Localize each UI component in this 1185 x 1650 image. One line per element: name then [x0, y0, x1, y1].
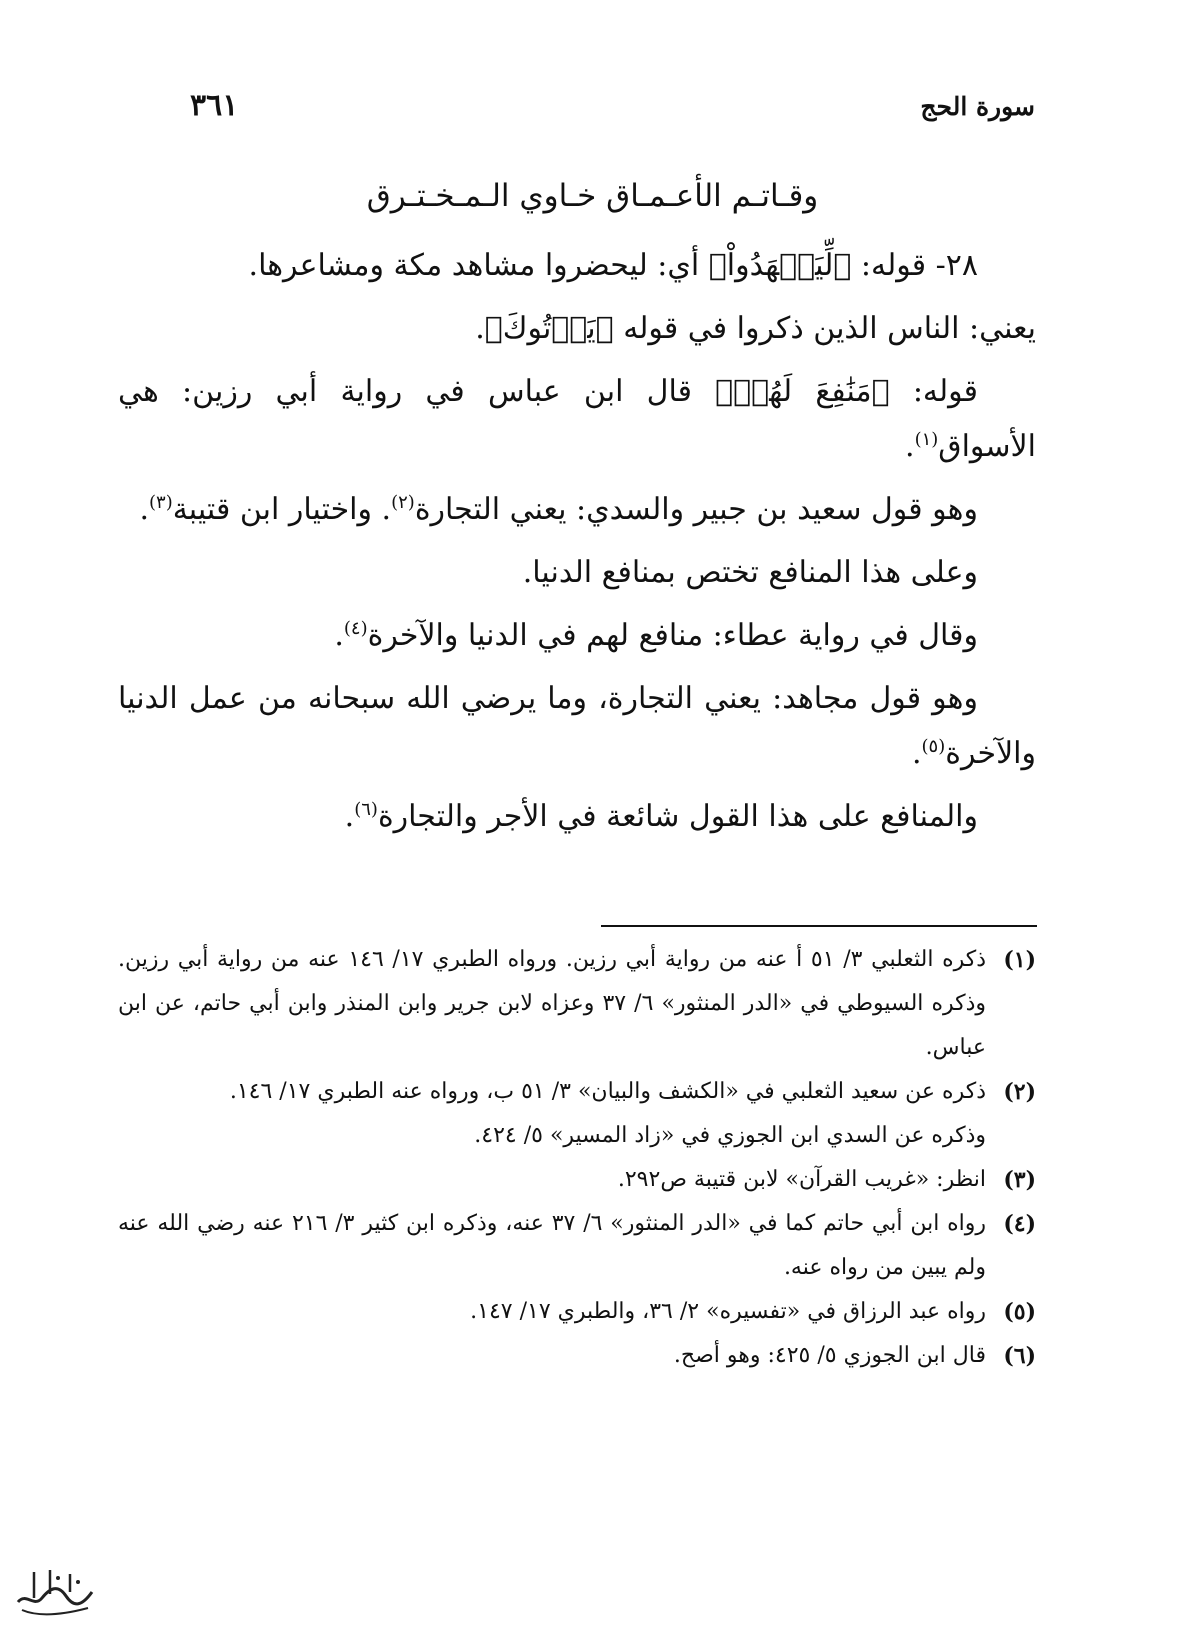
footnote-number: (٣) [1003, 1167, 1036, 1193]
footnote-ref[interactable]: (٣) [148, 492, 173, 513]
surah-title: سورة الحج [920, 92, 1035, 121]
footnote [118, 1202, 1036, 1290]
paragraph [118, 238, 1036, 293]
footnote [118, 1334, 1036, 1378]
paragraph [118, 301, 1036, 356]
footnote-number: (٥) [1003, 1299, 1036, 1325]
poetry-verse: وقـاتـم الأعـمـاق خـاوي الـمـخـتـرق [366, 178, 819, 214]
paragraph [118, 482, 1036, 537]
paragraph-text: . [344, 799, 355, 834]
paragraph-text: . واختيار ابن قتيبة [172, 492, 392, 527]
paragraph-text: يعني: الناس الذين ذكروا في قوله ﴿يَأۡتُوكَ﴾. [475, 311, 1036, 346]
paragraph [118, 789, 1036, 844]
footnote-text: قال ابن الجوزي ٥/ ٤٢٥: وهو أصح. [673, 1343, 986, 1368]
paragraph-text: . [905, 429, 915, 464]
paragraph [118, 671, 1036, 781]
paragraph [118, 364, 1036, 474]
footnote-divider [601, 925, 1037, 927]
footnote-text: رواه ابن أبي حاتم كما في «الدر المنثور» ٦/ ٣٧ عنه، وذكره ابن كثير ٣/ ٢١٦ عنه رضي الله عنه ولم يبين من رواه عنه. [118, 1211, 987, 1280]
paragraph-text: وهو قول مجاهد: يعني التجارة، وما يرضي الله سبحانه من عمل الدنيا والآخرة [118, 681, 1036, 771]
footnote-text: ذكره عن سعيد الثعلبي في «الكشف والبيان» ٣/ ٥١ ب، ورواه عنه الطبري ١٧/ ١٤٦. [229, 1079, 986, 1104]
footnote-ref[interactable]: (٤) [343, 618, 368, 639]
footnote-text: ذكره الثعلبي ٣/ ٥١ أ عنه من رواية أبي رزين. ورواه الطبري ١٧/ ١٤٦ عنه من رواية أبي رزين. وذكره السيوطي في «الدر المنثور» ٦/ ٣٧ وعزاه لابن جرير وابن المنذر وابن أبي حاتم، عن ابن عباس. [118, 947, 987, 1060]
footnote-ref[interactable]: (١) [914, 429, 939, 450]
paragraph-text: . [334, 618, 344, 653]
footnote-number: (٤) [1003, 1211, 1036, 1237]
paragraph-text: وعلى هذا المنافع تختص بمنافع الدنيا. [522, 555, 978, 590]
footnote-continuation: وذكره عن السدي ابن الجوزي في «زاد المسير» ٥/ ٤٢٤. [474, 1123, 986, 1148]
footnote-number: (٢) [1003, 1079, 1036, 1105]
paragraph [118, 545, 1036, 600]
main-text [118, 238, 1036, 852]
paragraph-text: . [139, 492, 149, 527]
footnote-ref[interactable]: (٥) [921, 736, 946, 757]
page-header [150, 88, 1035, 132]
footnote-number: (٦) [1003, 1343, 1036, 1369]
publisher-logo-icon [12, 1562, 98, 1620]
footnote [118, 938, 1036, 1070]
paragraph [118, 608, 1036, 663]
paragraph-text: وقال في رواية عطاء: منافع لهم في الدنيا والآخرة [367, 618, 978, 653]
page-number: ٣٦١ [190, 88, 239, 123]
footnote [118, 1070, 1036, 1114]
footnote-text: انظر: «غريب القرآن» لابن قتيبة ص٢٩٢. [617, 1167, 986, 1192]
paragraph-text: قوله: ﴿مَنَٰفِعَ لَهُمۡ﴾ قال ابن عباس في رواية أبي رزين: هي الأسواق [118, 374, 1036, 464]
footnote [118, 1158, 1036, 1202]
footnote-ref[interactable]: (٦) [354, 799, 378, 820]
paragraph-text: وهو قول سعيد بن جبير والسدي: يعني التجارة [414, 492, 978, 527]
paragraph-text: . [911, 736, 922, 771]
paragraph-text: ٢٨- قوله: ﴿لِّيَشۡهَدُواْ﴾ أي: ليحضروا مشاهد مكة ومشاعرها. [248, 248, 978, 283]
paragraph-text: والمنافع على هذا القول شائعة في الأجر والتجارة [377, 799, 978, 834]
footnote-number: (١) [1003, 947, 1036, 973]
footnote-ref[interactable]: (٢) [391, 492, 415, 513]
footnote-text: رواه عبد الرزاق في «تفسيره» ٢/ ٣٦، والطبري ١٧/ ١٤٧. [470, 1299, 986, 1324]
footnotes [118, 938, 1036, 1378]
footnote [118, 1290, 1036, 1334]
